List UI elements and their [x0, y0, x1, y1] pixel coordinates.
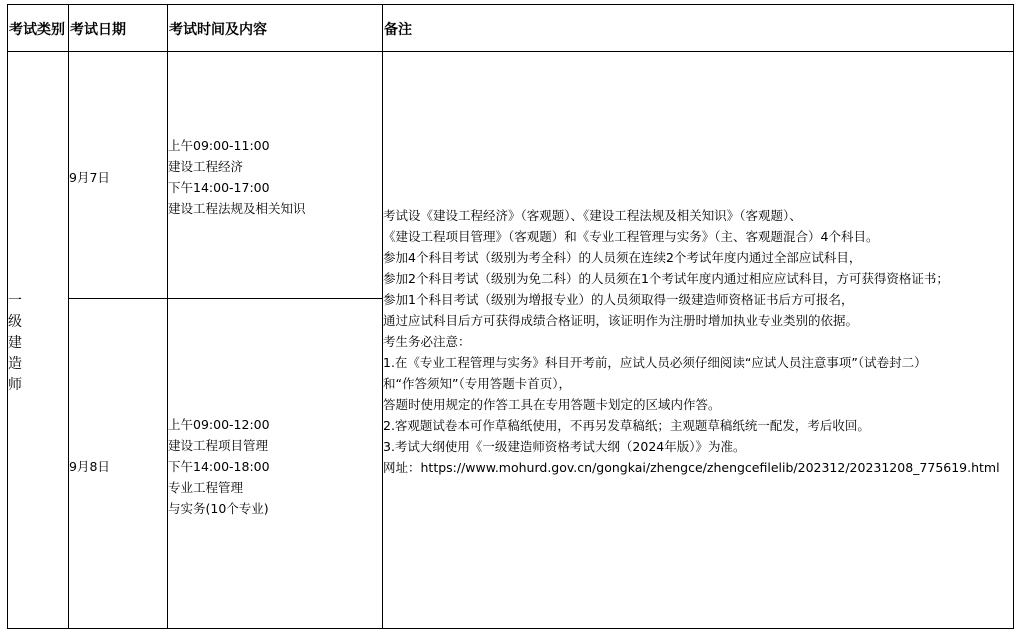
table-border-right [1013, 4, 1014, 629]
header-time-content: 考试时间及内容 [169, 22, 267, 38]
remark-line: 3.考试大纲使用《一级建造师资格考试大纲（2024年版）》为准。 [383, 439, 746, 454]
schedule-line: 上午09:00-11:00 [168, 138, 270, 153]
remark-line: 参加1个科目考试（级别为增报专业）的人员须取得一级建造师资格证书后方可报名， [383, 292, 854, 307]
remark-line: 通过应试科目后方可获得成绩合格证明，该证明作为注册时增加执业专业类别的依据。 [383, 313, 859, 328]
category-char: 建 [8, 335, 22, 351]
table-border-top [7, 4, 1014, 5]
category-char: 级 [8, 314, 22, 330]
table-border-bottom [7, 628, 1014, 629]
row-divider [68, 298, 383, 299]
remarks-cell [383, 205, 1000, 478]
exam-schedule-day2 [168, 414, 270, 519]
schedule-line: 上午09:00-12:00 [168, 417, 270, 432]
column-divider-time [167, 4, 168, 629]
category-char: 造 [8, 356, 22, 372]
remark-line: 2.客观题试卷本可作草稿纸使用，不再另发草稿纸；主观题草稿纸统一配发，考后收回。 [383, 418, 870, 433]
schedule-line: 专业工程管理 [168, 480, 244, 495]
schedule-line: 下午14:00-17:00 [168, 180, 270, 195]
schedule-line: 建设工程项目管理 [168, 438, 269, 453]
exam-date-day1: 9月7日 [69, 170, 110, 185]
exam-schedule-day1 [168, 135, 306, 219]
remark-line: 参加4个科目考试（级别为考全科）的人员须在连续2个考试年度内通过全部应试科目， [383, 250, 862, 265]
schedule-line: 与实务(10个专业) [168, 501, 269, 516]
schedule-line: 建设工程经济 [168, 159, 244, 174]
website-link[interactable]: 网址：https://www.mohurd.gov.cn/gongkai/zhengce/zhengcefilelib/202312/20231208_775619.html [383, 460, 1000, 475]
remark-line: 考试设《建设工程经济》（客观题）、《建设工程法规及相关知识》（客观题）、 [383, 208, 802, 223]
header-date: 考试日期 [70, 22, 126, 38]
remark-line: 1.在《专业工程管理与实务》科目开考前，应试人员必须仔细阅读“应试人员注意事项”（试卷封二） [383, 355, 927, 370]
category-char: 一 [8, 293, 22, 309]
schedule-line: 下午14:00-18:00 [168, 459, 270, 474]
category-char: 师 [8, 377, 22, 393]
header-category: 考试类别 [9, 22, 65, 38]
remark-line: 答题时使用规定的作答工具在专用答题卡划定的区域内作答。 [383, 397, 721, 412]
exam-date-day2: 9月8日 [69, 459, 110, 474]
header-remarks: 备注 [384, 22, 412, 38]
exam-category [7, 291, 23, 396]
remark-line: 考生务必注意： [383, 334, 471, 349]
remark-line: 和“作答须知”（专用答题卡首页）， [383, 376, 571, 391]
header-divider [7, 51, 1014, 52]
remark-line: 参加2个科目考试（级别为免二科）的人员须在1个考试年度内通过相应应试科目，方可获得资格证书； [383, 271, 949, 286]
schedule-line: 建设工程法规及相关知识 [168, 201, 306, 216]
remark-line: 《建设工程项目管理》（客观题）和《专业工程管理与实务》（主、客观题混合）4个科目。 [383, 229, 879, 244]
column-divider-date [68, 4, 69, 629]
